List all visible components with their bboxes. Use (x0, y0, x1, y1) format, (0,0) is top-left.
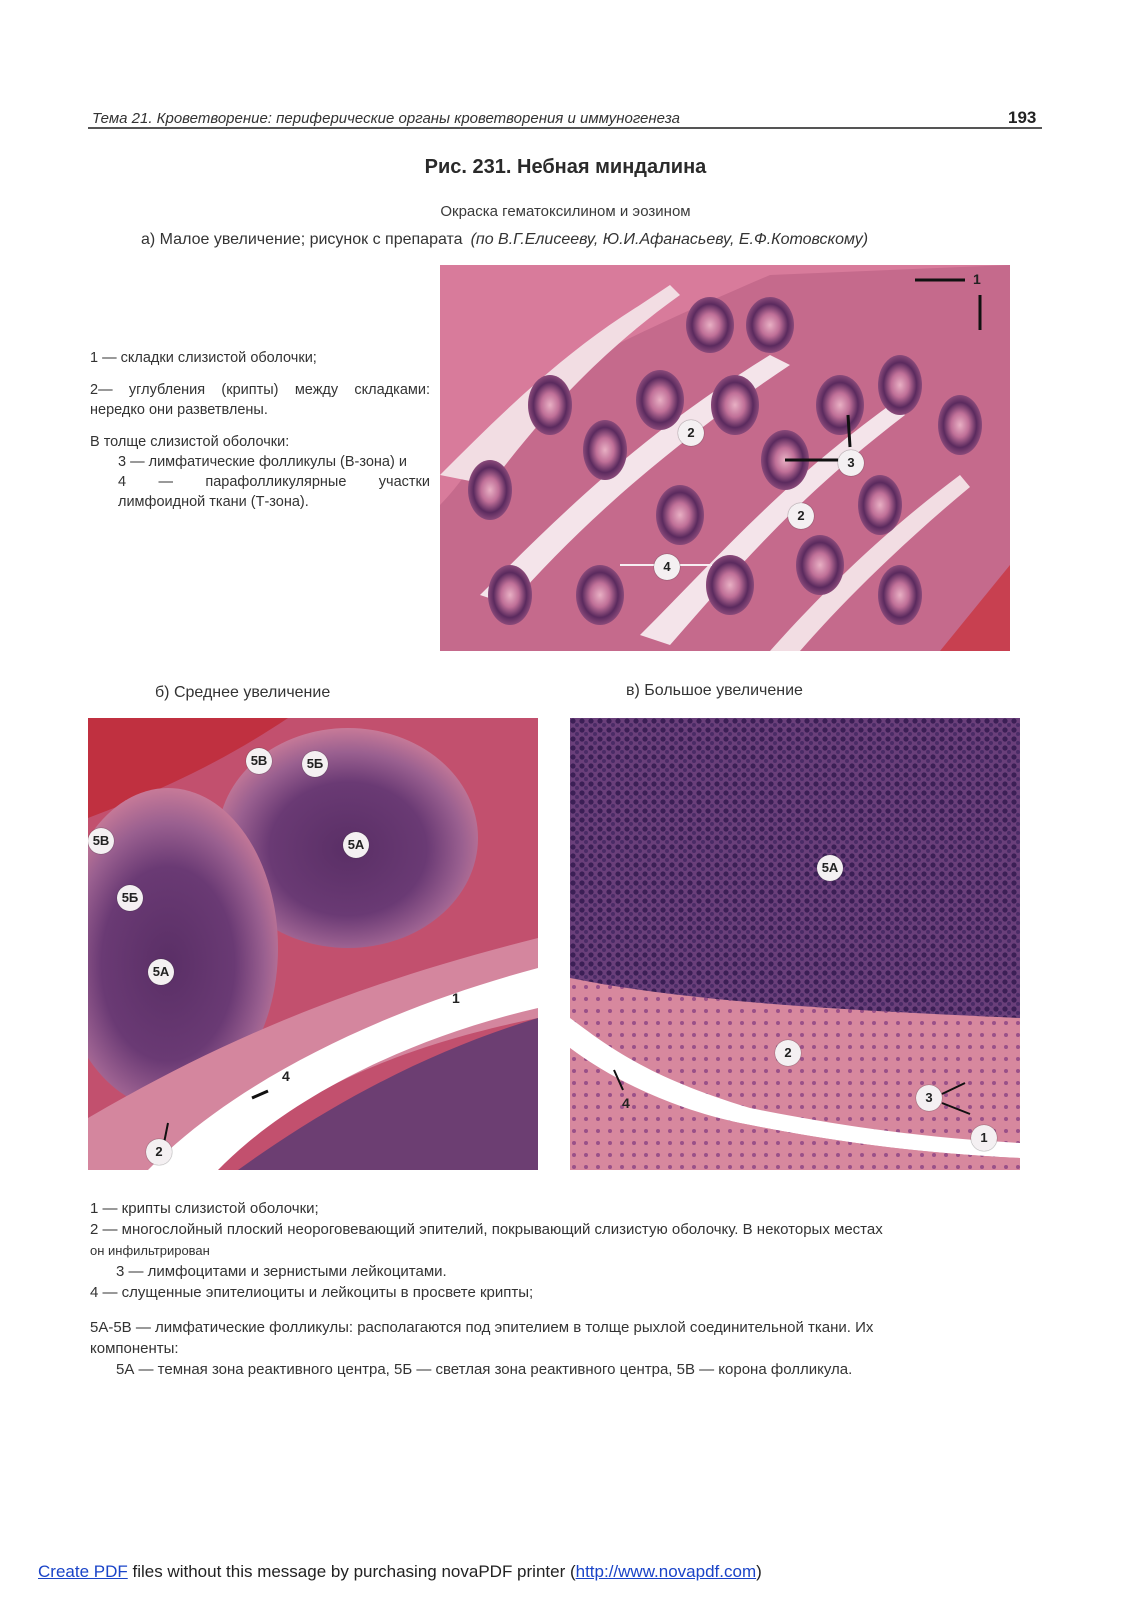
legend-a-item4: 4 — парафолликулярные участки лимфоидной ткани (Т-зона). (118, 474, 430, 510)
legend-bottom-line1: 1 — крипты слизистой оболочки; (90, 1200, 319, 1217)
legend-a-intro: В толще слизистой оболочки: (90, 434, 290, 450)
panel-c-caption: в) Большое увеличение (626, 682, 803, 699)
panel-c-label-4: 4 (622, 1095, 630, 1111)
panel-a-label-4: 4 (654, 554, 680, 580)
page-number: 193 (1008, 108, 1037, 127)
panel-c-label-2: 2 (775, 1040, 801, 1066)
stain-caption: Окраска гематоксилином и эозином (440, 203, 691, 220)
footer-close: ) (756, 1562, 762, 1581)
panel-b-label-5a-left: 5А (148, 959, 174, 985)
create-pdf-link[interactable]: Create PDF (38, 1562, 128, 1581)
micrograph-panel-c (570, 718, 1020, 1170)
panel-c-label-5a: 5А (817, 855, 843, 881)
panel-b-label-5v-top: 5В (246, 748, 272, 774)
legend-bottom-line5: 5А-5В — лимфатические фолликулы: располагаются под эпителием в толще рыхлой соединительной ткани. Их (90, 1319, 874, 1336)
legend-a-item3: 3 — лимфатические фолликулы (В-зона) и (118, 454, 407, 470)
legend-bottom-line3: 3 — лимфоцитами и зернистыми лейкоцитами. (116, 1263, 447, 1280)
header-rule (88, 127, 1042, 129)
panel-c-label-1: 1 (971, 1125, 997, 1151)
panel-b-label-2: 2 (146, 1139, 172, 1165)
panel-b-label-5b-left: 5Б (117, 885, 143, 911)
legend-bottom (90, 1198, 1030, 1380)
micrograph-panel-a (440, 265, 1010, 651)
panel-b-label-1: 1 (452, 990, 460, 1006)
panel-c-label-3: 3 (916, 1085, 942, 1111)
legend-bottom-line5b: компоненты: (90, 1340, 179, 1357)
panel-a-label-3: 3 (838, 450, 864, 476)
panel-b-label-5a-top: 5А (343, 832, 369, 858)
legend-bottom-line6: 5А — темная зона реактивного центра, 5Б — светлая зона реактивного центра, 5В — корона фолликула. (116, 1361, 853, 1378)
legend-a-item1: 1 — складки слизистой оболочки; (90, 350, 317, 366)
panel-a-label-2-lower: 2 (788, 503, 814, 529)
panel-a-label-1: 1 (973, 271, 981, 287)
legend-panel-a (90, 348, 430, 512)
legend-bottom-line4: 4 — слущенные эпителиоциты и лейкоциты в просвете крипты; (90, 1284, 534, 1301)
pdf-footer (38, 1562, 762, 1582)
running-title: Тема 21. Кроветворение: периферические органы кроветворения и иммуногенеза (92, 110, 680, 127)
panel-b-label-5b-top: 5Б (302, 751, 328, 777)
legend-bottom-line2: 2 — многослойный плоский неороговевающий эпителий, покрывающий слизистую оболочку. В некоторых местах (90, 1221, 883, 1238)
legend-a-item2: 2— углубления (крипты) между складками: нередко они разветвлены. (90, 382, 430, 418)
panel-b-label-4: 4 (282, 1068, 290, 1084)
panel-a-author: (по В.Г.Елисееву, Ю.И.Афанасьеву, Е.Ф.Котовскому) (470, 231, 869, 248)
panel-b-label-5v-left: 5В (88, 828, 114, 854)
panel-a-caption-text: а) Малое увеличение; рисунок с препарата (141, 231, 463, 248)
panel-a-caption (141, 231, 868, 249)
micrograph-panel-b (88, 718, 538, 1170)
footer-text: files without this message by purchasing novaPDF printer ( (127, 1562, 576, 1581)
figure-title: Рис. 231. Небная миндалина (424, 156, 707, 178)
legend-bottom-line2b: он инфильтрирован (90, 1243, 210, 1258)
panel-a-label-2-upper: 2 (678, 420, 704, 446)
novapdf-link[interactable]: http://www.novapdf.com (575, 1562, 757, 1581)
panel-b-caption: б) Среднее увеличение (155, 684, 331, 701)
